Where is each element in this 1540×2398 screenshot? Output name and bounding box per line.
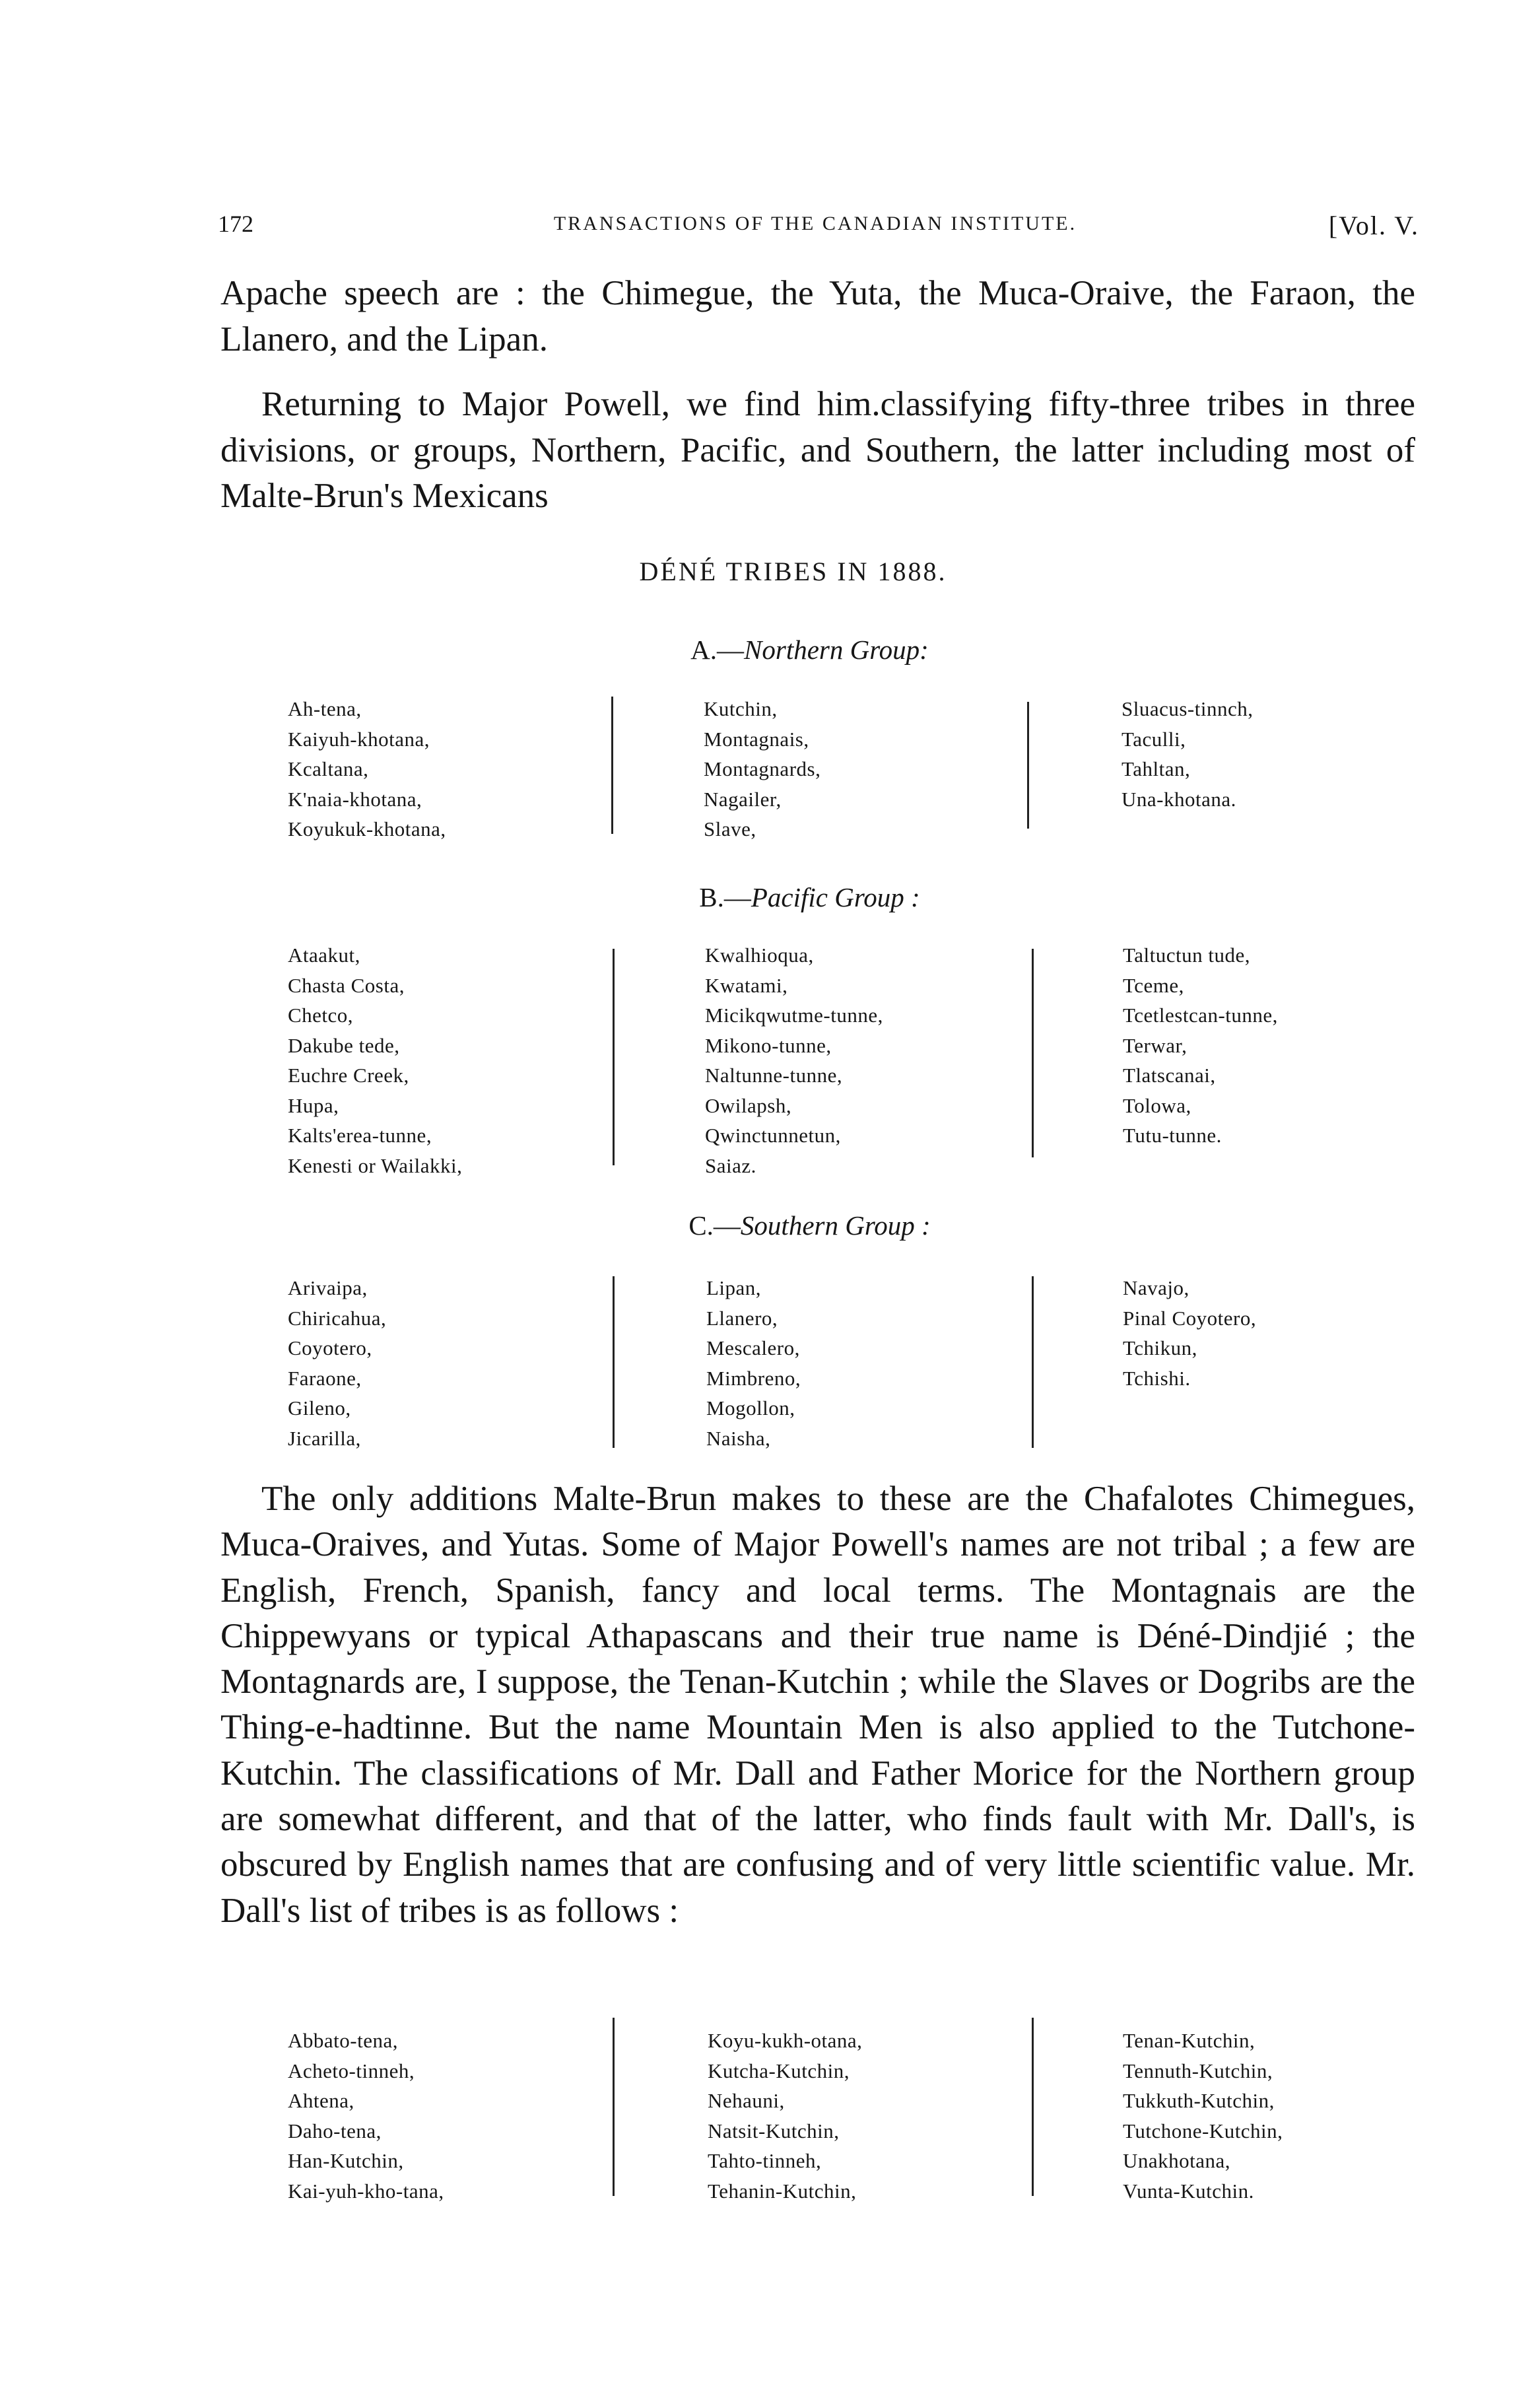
tribe-name: Hupa, [288, 1093, 339, 1117]
column-divider [613, 2018, 615, 2196]
tribe-name: Faraone, [288, 1366, 362, 1390]
tribe-name: Kutchin, [704, 697, 778, 720]
column-divider [613, 949, 615, 1165]
tribe-name: Pinal Coyotero, [1123, 1306, 1257, 1330]
tribe-name: Kai-yuh-kho-tana, [288, 2179, 444, 2203]
journal-title: TRANSACTIONS OF THE CANADIAN INSTITUTE. [553, 213, 1077, 234]
running-header [211, 210, 1419, 239]
tribe-name: Qwinctunnetun, [705, 1124, 841, 1147]
tribe-name: Kcaltana, [288, 757, 369, 780]
paragraph-malte-brun-additions: The only additions Malte-Brun makes to these are the Chafalotes Chimegues, Muca-Oraives, and Yutas. Some of Major Powell's names are not tribal ; a few are English, French, Spanish, fancy and local terms. The Montagnais are the Chippewyans or typical Athapascans and their true name is Déné-Dindjié ; the Montagnards are, I suppose, the Tenan-Kutchin ; while the Slaves or Dogribs are the Thing-e-hadtinne. But the name Mountain Men is also applied to the Tutchone-Kutchin. The classifications of Mr. Dall and Father Morice for the Northern group are somewhat different, and that of the latter, who finds fault with Mr. Dall's, is obscured by English names that are confusing and of very little scientific value. Mr. Dall's list of tribes is as follows : [220, 1480, 1415, 1930]
tribe-name: Tehanin-Kutchin, [708, 2179, 857, 2203]
tribe-name: Montagnards, [704, 757, 821, 780]
tribe-name: Acheto-tinneh, [288, 2059, 415, 2082]
tribe-name: Arivaipa, [288, 1276, 368, 1299]
group-label: Northern Group: [744, 634, 929, 665]
tribe-name: Nehauni, [708, 2089, 785, 2112]
tribe-name: Llanero, [706, 1306, 778, 1330]
tribe-name: Saiaz. [705, 1153, 756, 1177]
column-divider [611, 697, 613, 834]
tribe-name: Tlatscanai, [1123, 1064, 1216, 1087]
group-prefix: B.— [699, 882, 751, 912]
tribe-name: Tolowa, [1123, 1093, 1191, 1117]
tribe-name: Naltunne-tunne, [705, 1064, 843, 1087]
tribe-name: Koyu-kukh-otana, [708, 2029, 863, 2052]
tribe-name: Euchre Creek, [288, 1064, 409, 1087]
tribe-name: Kutcha-Kutchin, [708, 2059, 850, 2082]
tribe-name: Tukkuth-Kutchin, [1123, 2089, 1275, 2112]
tribe-name: Tchikun, [1123, 1336, 1197, 1359]
tribe-name: Una-khotana. [1122, 787, 1236, 811]
tribe-name: Tceme, [1123, 973, 1184, 997]
tribe-name: Tennuth-Kutchin, [1123, 2059, 1273, 2082]
tribe-name: Koyukuk-khotana, [288, 817, 446, 840]
tribe-name: Mogollon, [706, 1396, 795, 1420]
tribe-name: Kaiyuh-khotana, [288, 727, 430, 751]
column-divider [1027, 702, 1029, 829]
tribe-name: Natsit-Kutchin, [708, 2119, 840, 2142]
tribe-name: Mimbreno, [706, 1366, 801, 1390]
column-divider [1032, 1276, 1034, 1448]
paragraph-powell-classification: Returning to Major Powell, we find him.classifying fifty-three tribes in three divisions, or groups, Northern, Pacific, and Southern, the latter including most of Malte-Brun's Mexicans [220, 385, 1415, 515]
tribe-name: Slave, [704, 817, 756, 840]
dall-tribe-column-1 [288, 2026, 444, 2206]
tribe-name: Micikqwutme-tunne, [705, 1004, 883, 1027]
tribe-name: Kwatami, [705, 973, 788, 997]
tribe-name: Kenesti or Wailakki, [288, 1153, 463, 1177]
tribe-name: Tenan-Kutchin, [1123, 2029, 1255, 2052]
tribe-column-pacific-1 [288, 940, 462, 1181]
tribe-name: Tutu-tunne. [1123, 1124, 1222, 1147]
tribe-name: Nagailer, [704, 787, 782, 811]
tribe-name: Mescalero, [706, 1336, 800, 1359]
tribe-name: Tutchone-Kutchin, [1123, 2119, 1283, 2142]
group-prefix: C.— [688, 1210, 741, 1241]
tribe-name: Taculli, [1122, 727, 1186, 751]
tribe-name: Ahtena, [288, 2089, 354, 2112]
tribe-name: Chiricahua, [288, 1306, 387, 1330]
tribe-name: Tahltan, [1122, 757, 1191, 780]
dall-tribe-column-3 [1123, 2026, 1283, 2206]
tribe-name: Naisha, [706, 1426, 771, 1450]
tribe-name: Ataakut, [288, 943, 360, 967]
section-title: DÉNÉ TRIBES IN 1888. [639, 557, 947, 586]
tribe-name: Abbato-tena, [288, 2029, 398, 2052]
group-prefix: A.— [690, 634, 745, 665]
group-label: Pacific Group : [751, 882, 920, 912]
dall-tribe-column-2 [708, 2026, 862, 2206]
column-divider [1032, 2018, 1034, 2196]
volume-label: [Vol. V. [1328, 211, 1419, 240]
tribe-name: Jicarilla, [288, 1426, 361, 1450]
column-divider [613, 1276, 615, 1448]
tribe-name: Chetco, [288, 1004, 354, 1027]
paragraph-apache-speech: Apache speech are : the Chimegue, the Yuta, the Muca-Oraive, the Faraon, the Llanero, and the Lipan. [220, 274, 1415, 359]
tribe-column-northern-1 [288, 694, 446, 844]
tribe-name: Tchishi. [1123, 1366, 1191, 1390]
tribe-name: Han-Kutchin, [288, 2149, 404, 2172]
tribe-name: Kwalhioqua, [705, 943, 814, 967]
tribe-name: Coyotero, [288, 1336, 372, 1359]
group-label: Southern Group : [740, 1210, 931, 1241]
tribe-name: Unakhotana, [1123, 2149, 1231, 2172]
group-heading-pacific [0, 881, 1540, 913]
tribe-name: Lipan, [706, 1276, 762, 1299]
tribe-name: Tahto-tinneh, [708, 2149, 822, 2172]
tribe-column-pacific-3 [1123, 940, 1278, 1151]
tribe-name: K'naia-khotana, [288, 787, 422, 811]
tribe-name: Chasta Costa, [288, 973, 405, 997]
tribe-column-northern-3 [1122, 694, 1254, 814]
tribe-name: Taltuctun tude, [1123, 943, 1251, 967]
tribe-name: Tcetlestcan-tunne, [1123, 1004, 1278, 1027]
tribe-name: Mikono-tunne, [705, 1033, 832, 1057]
tribe-name: Daho-tena, [288, 2119, 382, 2142]
tribe-name: Dakube tede, [288, 1033, 400, 1057]
tribe-name: Owilapsh, [705, 1093, 792, 1117]
page-number: 172 [218, 211, 253, 237]
tribe-column-southern-3 [1123, 1273, 1256, 1393]
tribe-name: Montagnais, [704, 727, 809, 751]
column-divider [1032, 949, 1034, 1157]
tribe-name: Sluacus-tinnch, [1122, 697, 1254, 720]
tribe-column-southern-1 [288, 1273, 386, 1453]
tribe-name: Gileno, [288, 1396, 351, 1420]
tribe-name: Navajo, [1123, 1276, 1189, 1299]
tribe-column-pacific-2 [705, 940, 883, 1181]
tribe-name: Kalts'erea-tunne, [288, 1124, 432, 1147]
tribe-column-southern-2 [706, 1273, 801, 1453]
tribe-name: Terwar, [1123, 1033, 1188, 1057]
tribe-name: Ah-tena, [288, 697, 362, 720]
group-heading-southern [0, 1210, 1540, 1241]
tribe-column-northern-2 [704, 694, 820, 844]
tribe-name: Vunta-Kutchin. [1123, 2179, 1254, 2203]
group-heading-northern [0, 634, 1540, 666]
